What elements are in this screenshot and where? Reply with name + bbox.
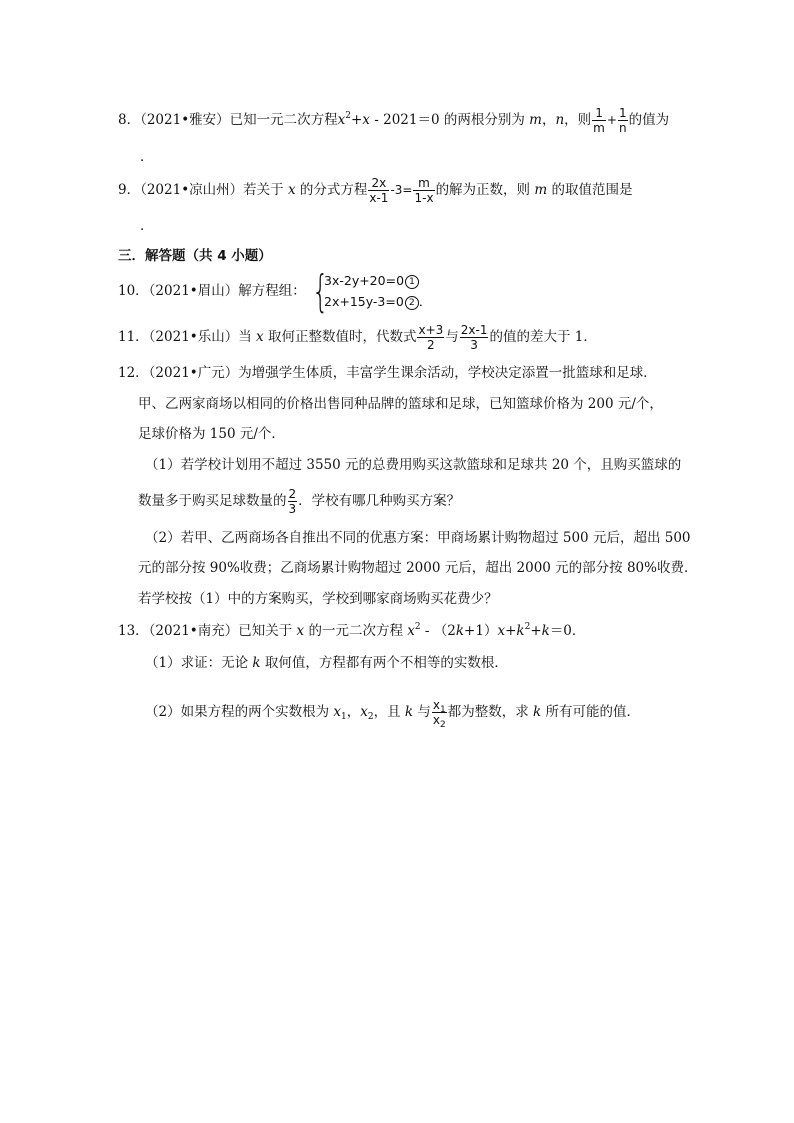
- q10-eq2-mark: 2: [405, 296, 419, 310]
- q11-suffix: 的值的差大于 1．: [489, 329, 597, 345]
- q8-f1-num: 1: [592, 106, 606, 121]
- q8-exp: 2: [345, 111, 352, 121]
- q11-mid: 取何正整数值时，代数式: [263, 329, 417, 345]
- q8-var-m: m: [529, 112, 542, 128]
- q13-exp-1: 2: [414, 622, 421, 632]
- q12-f-den: 3: [288, 502, 297, 516]
- q13-plus: +: [505, 623, 517, 639]
- q13-f-den-sub: 2: [440, 720, 446, 730]
- q13-p2-mid: ，且: [373, 704, 405, 720]
- q13-f-num-x: x: [432, 698, 440, 712]
- q13-var-xx: x: [407, 623, 415, 639]
- q13-var-x: x: [296, 623, 305, 639]
- q9-prefix: 9．（2021•凉山州）若关于: [118, 182, 288, 198]
- q10-system-brace: {: [312, 266, 329, 317]
- q10-equation-1: [324, 272, 419, 290]
- question-11: [118, 323, 597, 352]
- q13-prefix: 13．（2021•南充）已知关于: [118, 623, 297, 639]
- q13-f-num: [432, 698, 447, 713]
- q13-mid2: - （2: [420, 623, 456, 639]
- q13-mid3: +1）: [464, 623, 498, 639]
- q13-p1-k: k: [252, 655, 261, 671]
- q8-var-x2: x: [362, 112, 370, 128]
- q10-eq1-mark: 1: [405, 275, 419, 289]
- question-12-part-1-line-1: （1）若学校计划用不超过 3550 元的总费用购买这款篮球和足球共 20 个，且购买篮球的: [145, 457, 682, 473]
- q13-p2-k2: k: [533, 704, 542, 720]
- q12-p1-post: ．学校有哪几种购买方案？: [298, 493, 461, 509]
- question-12-line-3: 足球价格为 150 元/个．: [138, 426, 285, 442]
- question-12-part-2-line-2: 元的部分按 90%收费；乙商场累计购物超过 2000 元后，超出 2000 元的部分按 80%收费．: [138, 560, 698, 576]
- question-12-part-1-line-2: [138, 487, 460, 516]
- q8-var-x: x: [337, 112, 346, 128]
- q13-sep: ，: [346, 704, 361, 720]
- q8-plus-op: +: [606, 113, 617, 127]
- q13-var-k2: k: [516, 623, 525, 639]
- q8-f2-num: 1: [618, 106, 627, 120]
- q10-suffix: ．: [418, 294, 432, 309]
- q9-fraction-2: [413, 176, 434, 205]
- q13-x1: x: [333, 704, 342, 720]
- q8-var-n: n: [555, 112, 565, 128]
- q13-p2-post: 都为整数，求: [447, 704, 534, 720]
- q13-mid: 的一元二次方程: [304, 623, 408, 639]
- q9-mid: 的分式方程: [295, 182, 368, 198]
- q13-sub-2: 2: [367, 712, 374, 722]
- question-12-line-1: 12．（2021•广元）为增强学生体质，丰富学生课余活动，学校决定添置一批篮球和足球．: [118, 365, 657, 381]
- q11-prefix: 11．（2021•乐山）当: [118, 329, 257, 345]
- q13-p1-post: 取何值，方程都有两个不相等的实数根．: [260, 655, 508, 671]
- question-13-part-2: [145, 698, 641, 730]
- q13-var-k3: k: [541, 623, 550, 639]
- q9-mid2: 的解为正数，则: [435, 182, 535, 198]
- q8-then: ，则: [564, 112, 592, 128]
- q11-f1-den: 2: [427, 338, 435, 352]
- q9-f1-den: x-1: [369, 191, 389, 205]
- question-12-part-2-line-3: 若学校按（1）中的方案购买，学校到哪家商场购买花费少？: [138, 591, 498, 607]
- q8-comma: ，: [541, 112, 556, 128]
- q13-p2-k: k: [404, 704, 414, 720]
- q11-and: 与: [445, 329, 459, 345]
- q11-fraction-1: [417, 323, 444, 352]
- q11-var-x: x: [256, 329, 264, 345]
- q9-minus3: -3=: [390, 183, 413, 197]
- q13-f-den-x: x: [432, 713, 440, 727]
- q12-f-num: 2: [288, 487, 297, 501]
- q13-var-x3: x: [497, 623, 506, 639]
- q13-suffix: ＝0．: [549, 623, 586, 639]
- question-8: [118, 106, 669, 135]
- q8-f1-den: m: [593, 121, 605, 135]
- question-9: [118, 176, 632, 205]
- q8-suffix: 的值为: [628, 112, 670, 128]
- q8-fraction-2: [618, 106, 628, 135]
- q8-eq-tail: - 2021＝0 的两根分别为: [369, 112, 530, 128]
- q11-f2-num: 2x-1: [460, 323, 488, 337]
- q13-p1-pre: （1）求证：无论: [145, 655, 253, 671]
- q8-prefix: 8．（2021•雅安）已知一元二次方程: [118, 112, 338, 128]
- q10-prefix: 10．（2021•眉山）解方程组：: [118, 283, 306, 299]
- q8-f2-den: n: [618, 121, 627, 135]
- q13-fraction: [432, 698, 447, 730]
- q13-f-den: [432, 713, 447, 730]
- q8-plus: +: [351, 112, 363, 128]
- question-10: [118, 281, 306, 301]
- q9-f1-num: 2x: [368, 176, 389, 191]
- q10-equation-2: [324, 293, 431, 311]
- q9-f2-num: m: [413, 176, 434, 191]
- q13-plus2: +: [530, 623, 542, 639]
- q13-x2: x: [360, 704, 368, 720]
- q11-f1-num: x+3: [418, 323, 444, 337]
- q9-fraction-1: [368, 176, 389, 205]
- q8-answer-blank: ．: [140, 149, 154, 165]
- q11-f2-den: 3: [470, 338, 478, 352]
- question-12-line-2: 甲、乙两家商场以相同的价格出售同种品牌的篮球和足球，已知篮球价格为 200 元/个，: [138, 396, 663, 412]
- question-13-part-1: [145, 653, 508, 673]
- q9-suffix: 的取值范围是: [547, 182, 633, 198]
- q10-eq1: 3x-2y+20=0: [324, 273, 405, 288]
- section-heading: 三．解答题（共 4 小题）: [118, 248, 272, 264]
- q9-var-x: x: [287, 182, 296, 198]
- q13-p2-and: 与: [413, 704, 431, 720]
- question-13: [118, 621, 585, 641]
- q9-var-m: m: [534, 182, 548, 198]
- q12-fraction: [288, 487, 298, 516]
- q10-eq2: 2x+15y-3=0: [324, 294, 404, 309]
- q13-p2-pre: （2）如果方程的两个实数根为: [145, 704, 334, 720]
- q9-answer-blank: ．: [140, 218, 154, 234]
- q12-p1-pre: 数量多于购买足球数量的: [138, 493, 287, 509]
- q9-f2-den: 1-x: [414, 191, 434, 205]
- q13-var-k1: k: [455, 623, 465, 639]
- q13-exp-2: 2: [524, 622, 531, 632]
- question-12-part-2-line-1: （2）若甲、乙两商场各自推出不同的优惠方案：甲商场累计购物超过 500 元后，超出 500: [145, 530, 691, 546]
- q13-sub-1: 1: [341, 712, 347, 722]
- q11-fraction-2: [460, 323, 489, 352]
- q13-f-num-sub: 1: [440, 705, 446, 715]
- q13-p2-end: 所有可能的值．: [541, 704, 641, 720]
- q8-fraction-1: [592, 106, 606, 135]
